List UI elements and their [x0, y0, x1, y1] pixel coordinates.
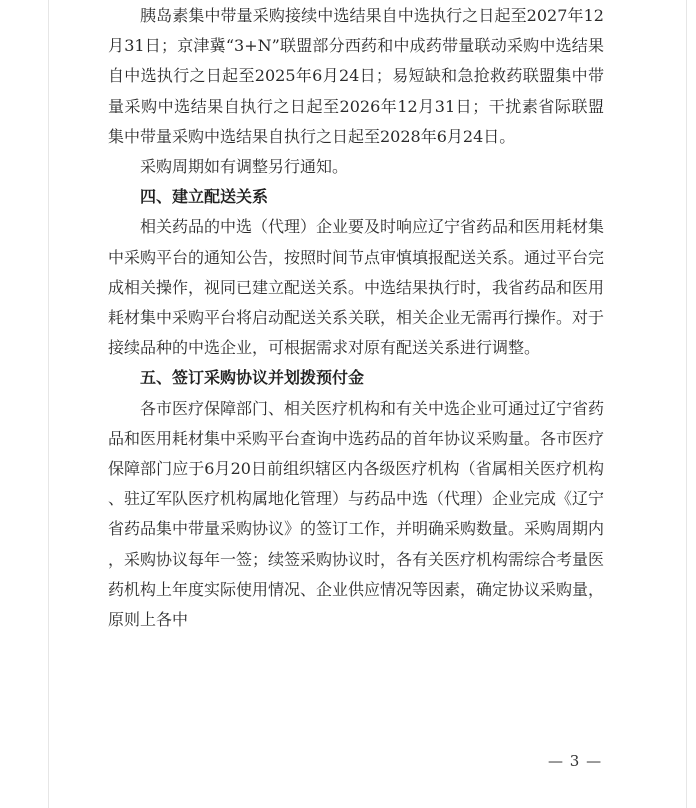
paragraph-period-adjustment: 采购周期如有调整另行通知。	[140, 157, 349, 177]
page-number: — 3 —	[548, 752, 603, 770]
paragraph-procurement-periods: 胰岛素集中带量采购接续中选结果自中选执行之日起至2027年12月31日；京津冀“3+N”联盟部分西药和中成药带量联动采购中选结果自中选执行之日起至2025年6月24日；易短缺和急抢救药联盟集中带量采购中选结果自执行之日起至2026年12月31日；干扰素省际联盟集中带量采购中选结果自执行之日起至2028年6月24日。	[108, 6, 604, 146]
paragraph-agreement-signing: 各市医疗保障部门、相关医疗机构和有关中选企业可通过辽宁省药品和医用耗材集中采购平台查询中选药品的首年协议采购量。各市医疗保障部门应于6月20日前组织辖区内各级医疗机构（省属相关医疗机构、驻辽军队医疗机构属地化管理）与药品中选（代理）企业完成《辽宁省药品集中带量采购协议》的签订工作，并明确采购数量。采购周期内，采购协议每年一签；续签采购协议时，各有关医疗机构需综合考量医药机构上年度实际使用情况、企业供应情况等因素，确定协议采购量，原则上各中	[108, 398, 605, 630]
body-text	[108, 0, 604, 635]
paragraph-distribution-relations: 相关药品的中选（代理）企业要及时响应辽宁省药品和医用耗材集中采购平台的通知公告，按照时间节点审慎填报配送关系。通过平台完成相关操作，视同已建立配送关系。中选结果执行时，我省药品和医用耗材集中采购平台将启动配送关系关联，相关企业无需再行操作。对于接续品种的中选企业，可根据需求对原有配送关系进行调整。	[108, 217, 605, 358]
section-heading-distribution: 四、建立配送关系	[140, 187, 269, 207]
page-edge-right	[686, 0, 687, 808]
section-heading-agreement: 五、签订采购协议并划拨预付金	[140, 368, 365, 388]
page-edge-left	[48, 0, 49, 808]
